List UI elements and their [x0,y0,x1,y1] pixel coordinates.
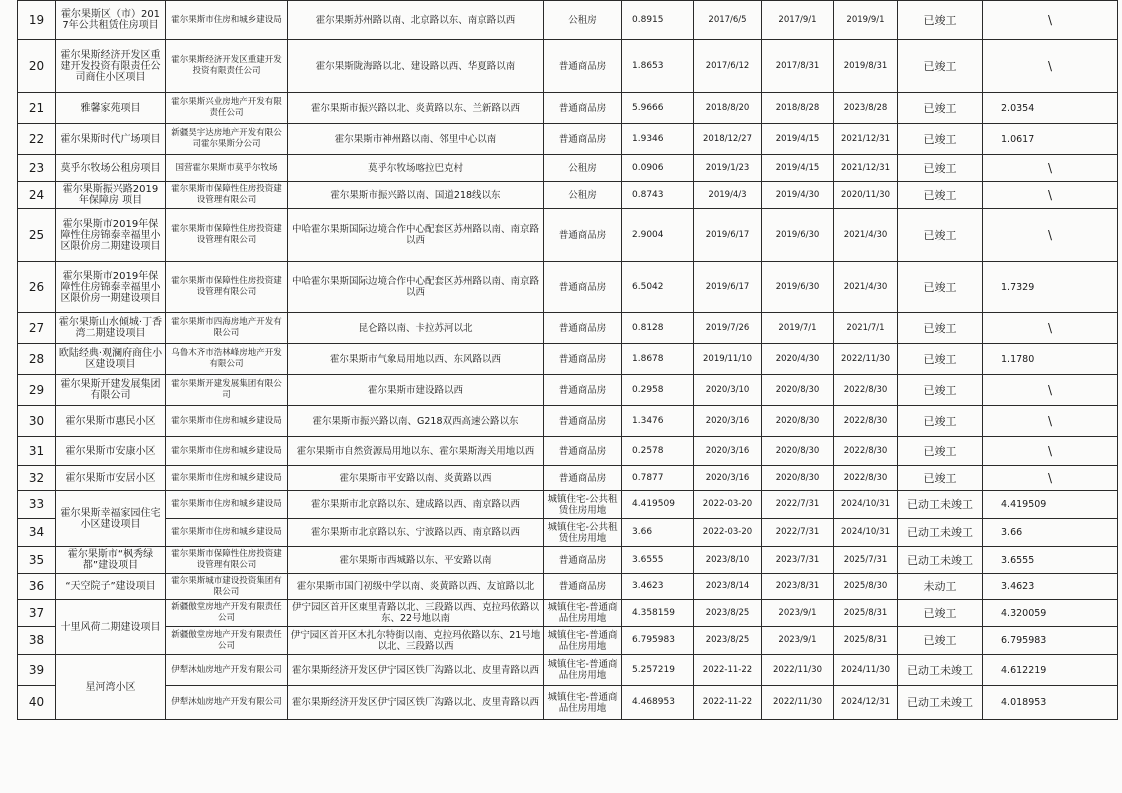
start-date: 2022/11/30 [762,686,834,720]
land-area: 5.257219 [622,655,694,686]
land-supply-date: 2017/6/5 [694,1,762,40]
start-date: 2018/8/28 [762,93,834,124]
land-supply-date: 2018/8/20 [694,93,762,124]
land-supply-date: 2023/8/25 [694,627,762,655]
land-area: 3.4623 [622,574,694,600]
land-supply-date: 2023/8/10 [694,547,762,574]
developer-name: 伊犁沐灿房地产开发有限公司 [166,655,288,686]
table-row [18,406,1118,437]
land-area: 5.9666 [622,93,694,124]
start-date: 2020/8/30 [762,437,834,466]
land-supply-date: 2020/3/10 [694,375,762,406]
row-number: 40 [18,686,56,720]
completed-area: \ [983,437,1118,466]
table-row [18,182,1118,209]
row-number: 36 [18,574,56,600]
construction-status: 已竣工 [898,209,983,262]
developer-name: 国营霍尔果斯市莫乎尔牧场 [166,155,288,182]
housing-type: 城镇住宅-公共租赁住房用地 [544,491,622,519]
developer-name: 霍尔果斯市住房和城乡建设局 [166,491,288,519]
row-number: 35 [18,547,56,574]
table-row [18,93,1118,124]
table-row [18,437,1118,466]
row-number: 21 [18,93,56,124]
construction-status: 已竣工 [898,466,983,491]
completion-date: 2022/8/30 [834,375,898,406]
start-date: 2019/4/30 [762,182,834,209]
completed-area: \ [983,375,1118,406]
completed-area: 1.7329 [983,262,1118,313]
land-area: 0.8128 [622,313,694,344]
project-location: 霍尔果斯陇海路以北、建设路以西、华夏路以南 [288,40,544,93]
housing-type: 城镇住宅-普通商品住房用地 [544,655,622,686]
construction-status: 已竣工 [898,155,983,182]
table-row [18,491,1118,519]
completion-date: 2021/4/30 [834,209,898,262]
land-area: 2.9004 [622,209,694,262]
land-supply-date: 2019/11/10 [694,344,762,375]
row-number: 29 [18,375,56,406]
start-date: 2020/4/30 [762,344,834,375]
table-row [18,375,1118,406]
row-number: 38 [18,627,56,655]
housing-type: 普通商品房 [544,466,622,491]
land-area: 1.9346 [622,124,694,155]
construction-status: 已竣工 [898,437,983,466]
construction-status: 已竣工 [898,262,983,313]
table-row [18,547,1118,574]
construction-status: 已竣工 [898,600,983,627]
row-number: 37 [18,600,56,627]
land-supply-date: 2019/6/17 [694,209,762,262]
row-number: 30 [18,406,56,437]
project-name: 霍尔果斯市安康小区 [56,437,166,466]
project-location: 莫乎尔牧场喀拉巴克村 [288,155,544,182]
construction-status: 已竣工 [898,93,983,124]
project-location: 伊宁园区首开区木扎尔特街以南、克拉玛依路以东、21号地以北、三段路以西 [288,627,544,655]
completed-area: \ [983,182,1118,209]
developer-name: 霍尔果斯市保障性住房投资建设管理有限公司 [166,182,288,209]
row-number: 26 [18,262,56,313]
project-name: 霍尔果斯市2019年保障性住房锦泰幸福里小区限价房二期建设项目 [56,209,166,262]
completed-area: \ [983,466,1118,491]
developer-name: 霍尔果斯兴业房地产开发有限责任公司 [166,93,288,124]
project-name: 霍尔果斯振兴路2019年保障房 项目 [56,182,166,209]
start-date: 2022/7/31 [762,519,834,547]
land-supply-date: 2019/1/23 [694,155,762,182]
project-name: 霍尔果斯市惠民小区 [56,406,166,437]
start-date: 2020/8/30 [762,466,834,491]
land-supply-date: 2018/12/27 [694,124,762,155]
project-name: 霍尔果斯区（市）2017年公共租赁住房项目 [56,1,166,40]
project-location: 伊宁园区首开区東里青路以北、三段路以西、克拉玛依路以东、22号地以南 [288,600,544,627]
table-row [18,1,1118,40]
construction-status: 已竣工 [898,627,983,655]
construction-status: 已动工未竣工 [898,519,983,547]
project-name: 霍尔果斯经济开发区重建开发投资有限责任公司商住小区项目 [56,40,166,93]
completion-date: 2022/8/30 [834,466,898,491]
start-date: 2019/7/1 [762,313,834,344]
completed-area: \ [983,209,1118,262]
project-location: 霍尔果斯市北京路以东、建成路以西、南京路以西 [288,491,544,519]
project-location: 霍尔果斯市振兴路以北、炎黄路以东、兰新路以西 [288,93,544,124]
start-date: 2022/11/30 [762,655,834,686]
completion-date: 2021/4/30 [834,262,898,313]
land-supply-date: 2023/8/25 [694,600,762,627]
completed-area: 4.612219 [983,655,1118,686]
table-row [18,344,1118,375]
completion-date: 2023/8/28 [834,93,898,124]
table-row [18,627,1118,655]
project-name: 霍尔果斯市“枫秀绿都”建设项目 [56,547,166,574]
land-area: 0.7877 [622,466,694,491]
housing-type: 城镇住宅-普通商品住房用地 [544,627,622,655]
housing-project-table [17,0,1118,720]
completed-area: 1.0617 [983,124,1118,155]
table-row [18,313,1118,344]
developer-name: 新疆傲堂房地产开发有限责任公司 [166,627,288,655]
developer-name: 霍尔果斯市住房和城乡建设局 [166,406,288,437]
table-row [18,574,1118,600]
developer-name: 霍尔果斯城市建设投资集团有限公司 [166,574,288,600]
completed-area: 3.66 [983,519,1118,547]
project-name: 莫乎尔牧场公租房项目 [56,155,166,182]
construction-status: 已竣工 [898,375,983,406]
project-name: 十里风荷二期建设项目 [56,600,166,655]
land-supply-date: 2019/4/3 [694,182,762,209]
completion-date: 2022/8/30 [834,437,898,466]
housing-type: 普通商品房 [544,262,622,313]
project-name: 霍尔果斯山水倾城·丁香湾二期建设项目 [56,313,166,344]
land-area: 3.6555 [622,547,694,574]
construction-status: 已动工未竣工 [898,547,983,574]
completion-date: 2024/10/31 [834,519,898,547]
land-area: 0.8743 [622,182,694,209]
completion-date: 2022/11/30 [834,344,898,375]
project-name: “天空院子”建设项目 [56,574,166,600]
completed-area: \ [983,313,1118,344]
table-row [18,209,1118,262]
land-supply-date: 2020/3/16 [694,437,762,466]
project-location: 霍尔果斯苏州路以南、北京路以东、南京路以西 [288,1,544,40]
table-row [18,40,1118,93]
completion-date: 2025/8/31 [834,600,898,627]
row-number: 27 [18,313,56,344]
land-area: 0.2578 [622,437,694,466]
developer-name: 霍尔果斯市住房和城乡建设局 [166,519,288,547]
housing-type: 普通商品房 [544,124,622,155]
housing-type: 城镇住宅-普通商品住房用地 [544,600,622,627]
developer-name: 伊犁沐灿房地产开发有限公司 [166,686,288,720]
developer-name: 霍尔果斯市保障性住房投资建设管理有限公司 [166,209,288,262]
project-name: 霍尔果斯时代广场项目 [56,124,166,155]
housing-type: 普通商品房 [544,313,622,344]
start-date: 2017/8/31 [762,40,834,93]
completion-date: 2024/11/30 [834,655,898,686]
housing-type: 普通商品房 [544,40,622,93]
project-location: 霍尔果斯市神州路以南、邻里中心以南 [288,124,544,155]
land-area: 1.8678 [622,344,694,375]
completed-area: 3.6555 [983,547,1118,574]
land-supply-date: 2020/3/16 [694,406,762,437]
housing-type: 普通商品房 [544,574,622,600]
row-number: 33 [18,491,56,519]
construction-status: 已动工未竣工 [898,655,983,686]
completion-date: 2025/8/31 [834,627,898,655]
land-supply-date: 2022-03-20 [694,519,762,547]
construction-status: 已竣工 [898,124,983,155]
project-location: 霍尔果斯市北京路以东、宁波路以西、南京路以西 [288,519,544,547]
project-location: 中哈霍尔果斯国际边境合作中心配套区苏州路以南、南京路以西 [288,209,544,262]
table-row [18,686,1118,720]
start-date: 2019/4/15 [762,155,834,182]
row-number: 28 [18,344,56,375]
start-date: 2020/8/30 [762,375,834,406]
housing-type: 普通商品房 [544,209,622,262]
start-date: 2017/9/1 [762,1,834,40]
construction-status: 已竣工 [898,1,983,40]
housing-type: 普通商品房 [544,437,622,466]
completion-date: 2019/8/31 [834,40,898,93]
land-area: 4.419509 [622,491,694,519]
row-number: 34 [18,519,56,547]
construction-status: 已竣工 [898,182,983,209]
project-location: 霍尔果斯市振兴路以南、国道218线以东 [288,182,544,209]
project-location: 霍尔果斯经济开发区伊宁园区铁厂沟路以北、皮里青路以西 [288,655,544,686]
developer-name: 乌鲁木齐市浩林峰房地产开发有限公司 [166,344,288,375]
housing-type: 城镇住宅-公共租赁住房用地 [544,519,622,547]
project-name: 霍尔果斯幸福家园住宅小区建设项目 [56,491,166,547]
project-location: 霍尔果斯市西城路以东、平安路以南 [288,547,544,574]
row-number: 20 [18,40,56,93]
completion-date: 2019/9/1 [834,1,898,40]
project-name: 欧陆经典·观澜府商住小区建设项目 [56,344,166,375]
completion-date: 2022/8/30 [834,406,898,437]
land-area: 0.2958 [622,375,694,406]
row-number: 24 [18,182,56,209]
row-number: 25 [18,209,56,262]
row-number: 19 [18,1,56,40]
table-row [18,519,1118,547]
start-date: 2023/9/1 [762,627,834,655]
completed-area: 4.018953 [983,686,1118,720]
land-supply-date: 2022-11-22 [694,655,762,686]
construction-status: 已竣工 [898,344,983,375]
construction-status: 已竣工 [898,313,983,344]
developer-name: 霍尔果斯市住房和城乡建设局 [166,466,288,491]
construction-status: 已动工未竣工 [898,686,983,720]
developer-name: 霍尔果斯市住房和城乡建设局 [166,437,288,466]
completion-date: 2021/12/31 [834,155,898,182]
land-area: 3.66 [622,519,694,547]
housing-type: 公租房 [544,155,622,182]
table-row [18,466,1118,491]
land-area: 4.358159 [622,600,694,627]
housing-type: 普通商品房 [544,93,622,124]
completion-date: 2021/12/31 [834,124,898,155]
developer-name: 新疆傲堂房地产开发有限责任公司 [166,600,288,627]
construction-status: 已动工未竣工 [898,491,983,519]
housing-type: 公租房 [544,182,622,209]
project-location: 霍尔果斯市建设路以西 [288,375,544,406]
start-date: 2020/8/30 [762,406,834,437]
project-location: 昆仑路以南、卡拉苏河以北 [288,313,544,344]
completed-area: \ [983,406,1118,437]
completion-date: 2021/7/1 [834,313,898,344]
land-area: 1.8653 [622,40,694,93]
project-name: 霍尔果斯市安居小区 [56,466,166,491]
table-row [18,124,1118,155]
start-date: 2019/6/30 [762,262,834,313]
start-date: 2019/4/15 [762,124,834,155]
row-number: 32 [18,466,56,491]
land-supply-date: 2017/6/12 [694,40,762,93]
completed-area: 1.1780 [983,344,1118,375]
completed-area: 4.320059 [983,600,1118,627]
project-location: 霍尔果斯市国门初级中学以南、炎黄路以西、友谊路以北 [288,574,544,600]
project-name: 星河湾小区 [56,655,166,720]
project-name: 霍尔果斯市2019年保障性住房锦泰幸福里小区限价房一期建设项目 [56,262,166,313]
row-number: 23 [18,155,56,182]
project-location: 霍尔果斯经济开发区伊宁园区铁厂沟路以北、皮里青路以西 [288,686,544,720]
construction-status: 未动工 [898,574,983,600]
table-row [18,155,1118,182]
project-location: 霍尔果斯市自然资源局用地以东、霍尔果斯海关用地以西 [288,437,544,466]
land-area: 0.0906 [622,155,694,182]
completed-area: 3.4623 [983,574,1118,600]
table-row [18,262,1118,313]
completion-date: 2024/12/31 [834,686,898,720]
construction-status: 已竣工 [898,40,983,93]
project-location: 霍尔果斯市平安路以南、炎黄路以西 [288,466,544,491]
completed-area: 6.795983 [983,627,1118,655]
land-area: 6.795983 [622,627,694,655]
project-name: 雅馨家苑项目 [56,93,166,124]
developer-name: 霍尔果斯市保障性住房投资建设管理有限公司 [166,262,288,313]
developer-name: 霍尔果斯市住房和城乡建设局 [166,1,288,40]
land-area: 4.468953 [622,686,694,720]
start-date: 2022/7/31 [762,491,834,519]
completion-date: 2024/10/31 [834,491,898,519]
row-number: 22 [18,124,56,155]
land-supply-date: 2022-03-20 [694,491,762,519]
land-supply-date: 2019/6/17 [694,262,762,313]
start-date: 2023/7/31 [762,547,834,574]
land-area: 1.3476 [622,406,694,437]
completed-area: \ [983,40,1118,93]
land-area: 6.5042 [622,262,694,313]
project-location: 中哈霍尔果斯国际边境合作中心配套区苏州路以南、南京路以西 [288,262,544,313]
row-number: 31 [18,437,56,466]
land-supply-date: 2020/3/16 [694,466,762,491]
land-area: 0.8915 [622,1,694,40]
table-body [18,1,1118,720]
housing-type: 普通商品房 [544,375,622,406]
completed-area: 4.419509 [983,491,1118,519]
completed-area: 2.0354 [983,93,1118,124]
table-row [18,600,1118,627]
land-supply-date: 2022-11-22 [694,686,762,720]
housing-type: 普通商品房 [544,344,622,375]
developer-name: 霍尔果斯市保障性住房投资建设管理有限公司 [166,547,288,574]
completion-date: 2025/8/30 [834,574,898,600]
start-date: 2023/9/1 [762,600,834,627]
completed-area: \ [983,1,1118,40]
completed-area: \ [983,155,1118,182]
project-location: 霍尔果斯市气象局用地以西、东风路以西 [288,344,544,375]
start-date: 2023/8/31 [762,574,834,600]
housing-type: 公租房 [544,1,622,40]
table-row [18,655,1118,686]
completion-date: 2020/11/30 [834,182,898,209]
land-supply-date: 2023/8/14 [694,574,762,600]
housing-type: 城镇住宅-普通商品住房用地 [544,686,622,720]
start-date: 2019/6/30 [762,209,834,262]
project-name: 霍尔果斯开建发展集团有限公司 [56,375,166,406]
row-number: 39 [18,655,56,686]
completion-date: 2025/7/31 [834,547,898,574]
housing-type: 普通商品房 [544,406,622,437]
housing-type: 普通商品房 [544,547,622,574]
construction-status: 已竣工 [898,406,983,437]
project-location: 霍尔果斯市振兴路以南、G218双西高速公路以东 [288,406,544,437]
developer-name: 霍尔果斯开建发展集团有限公司 [166,375,288,406]
developer-name: 新疆昊宇达房地产开发有限公司霍尔果斯分公司 [166,124,288,155]
land-supply-date: 2019/7/26 [694,313,762,344]
developer-name: 霍尔果斯经济开发区重建开发投资有限责任公司 [166,40,288,93]
developer-name: 霍尔果斯市四海房地产开发有限公司 [166,313,288,344]
